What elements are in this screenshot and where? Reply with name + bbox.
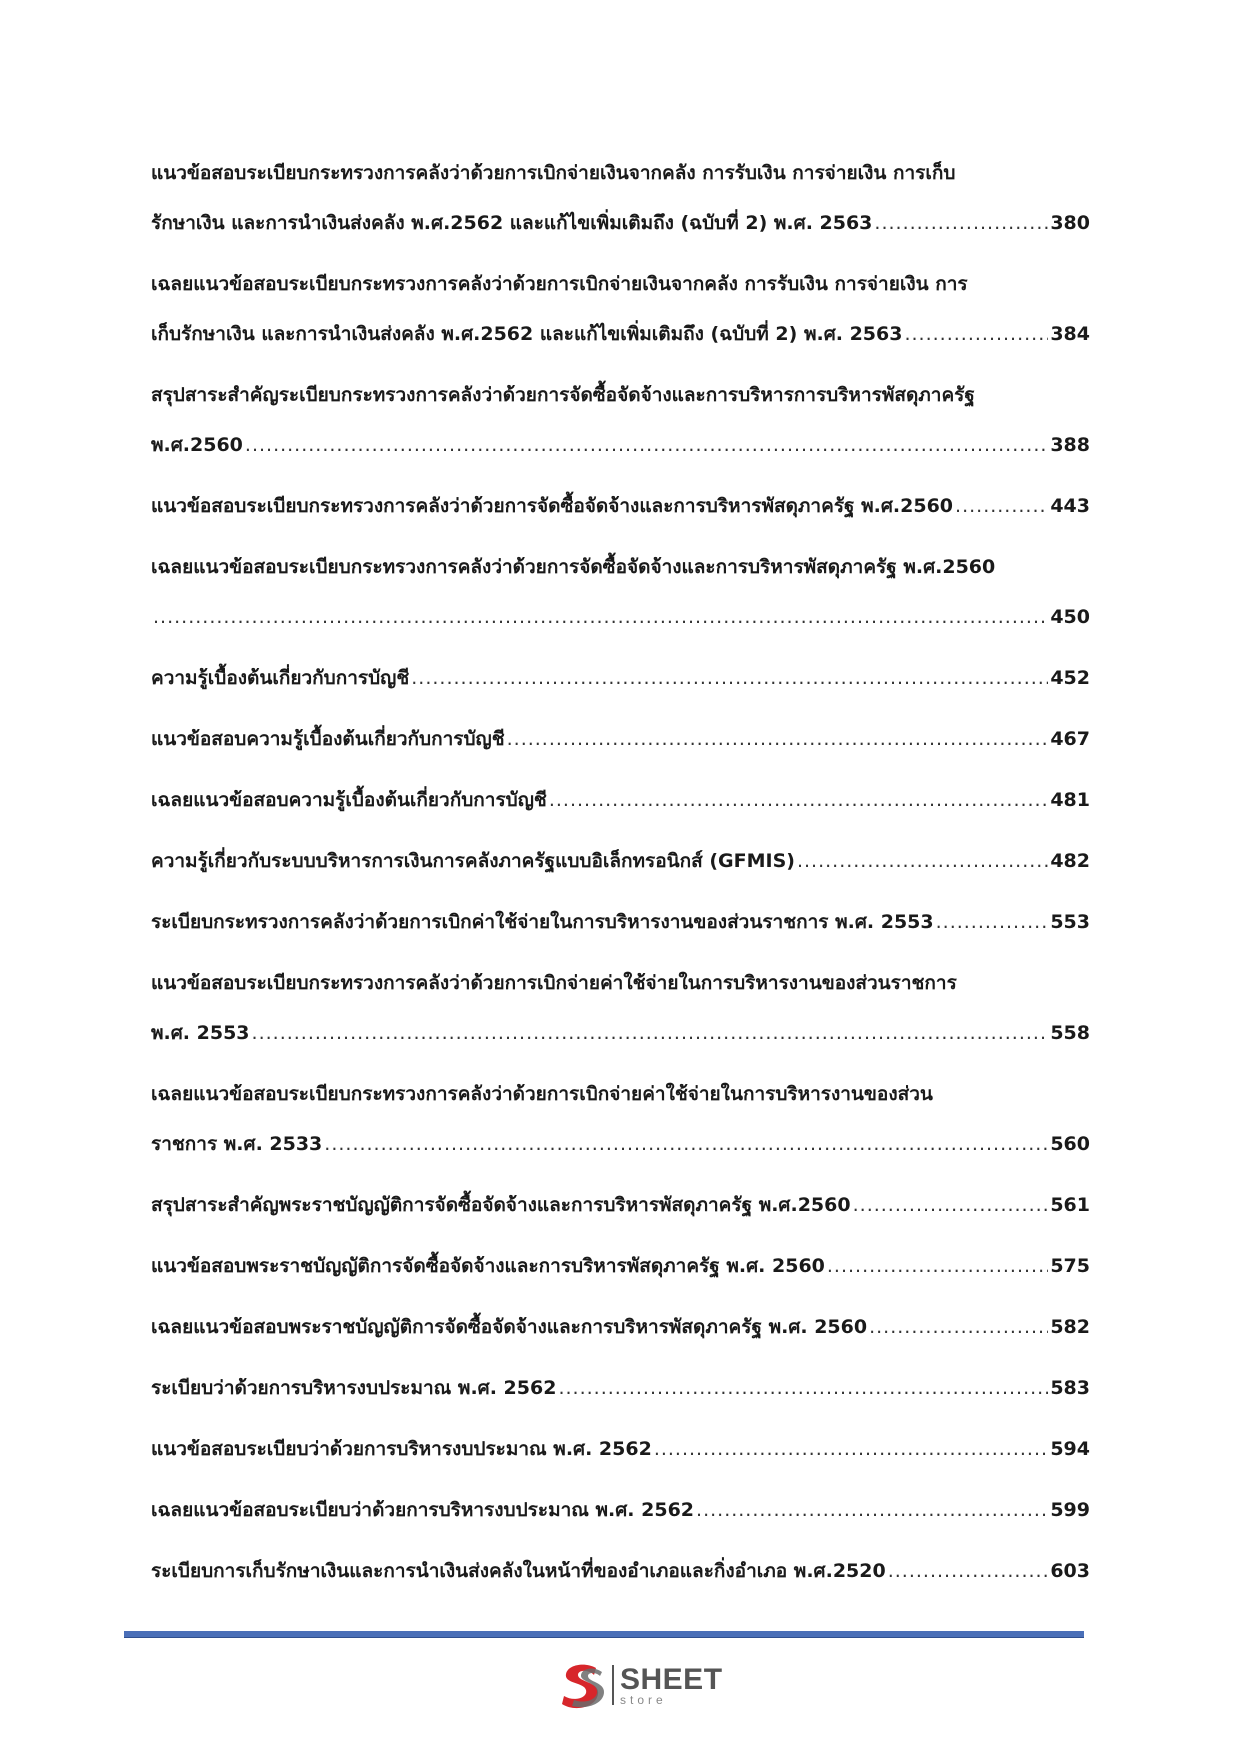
- toc-page-number: 450: [1050, 606, 1090, 628]
- toc-entry-title-cont: รักษาเงิน และการนำเงินส่งคลัง พ.ศ.2562 และแก้ไขเพิ่มเติมถึง (ฉบับที่ 2) พ.ศ. 2563: [151, 212, 873, 234]
- toc-page-number: 594: [1050, 1438, 1090, 1460]
- toc-entry-title-cont: ราชการ พ.ศ. 2533: [151, 1133, 323, 1155]
- toc-page-number: 467: [1050, 728, 1090, 750]
- toc-page-number: 582: [1050, 1316, 1090, 1338]
- dot-leader: [869, 1302, 1048, 1352]
- toc-entry[interactable]: [151, 1069, 1090, 1169]
- toc-page-number: 583: [1050, 1377, 1090, 1399]
- footer-divider: [124, 1631, 1084, 1637]
- dot-leader: [696, 1485, 1048, 1535]
- toc-entry-title: แนวข้อสอบระเบียบกระทรวงการคลังว่าด้วยการเบิกจ่ายค่าใช้จ่ายในการบริหารงานของส่วนราชการ: [151, 972, 957, 994]
- toc-entry-title: สรุปสาระสำคัญพระราชบัญญัติการจัดซื้อจัดจ้างและการบริหารพัสดุภาครัฐ พ.ศ.2560: [151, 1194, 851, 1216]
- dot-leader: [827, 1241, 1048, 1291]
- toc-entry-title-cont: พ.ศ. 2553: [151, 1022, 250, 1044]
- table-of-contents: [151, 148, 1090, 1607]
- toc-entry[interactable]: [151, 481, 1090, 531]
- toc-entry-title: เฉลยแนวข้อสอบระเบียบว่าด้วยการบริหารงบประมาณ พ.ศ. 2562: [151, 1499, 695, 1521]
- toc-entry[interactable]: [151, 836, 1090, 886]
- dot-leader: [904, 309, 1048, 359]
- toc-entry-title: แนวข้อสอบระเบียบกระทรวงการคลังว่าด้วยการจัดซื้อจัดจ้างและการบริหารพัสดุภาครัฐ พ.ศ.2560: [151, 495, 954, 517]
- toc-entry-title: เฉลยแนวข้อสอบความรู้เบื้องต้นเกี่ยวกับการบัญชี: [151, 789, 547, 811]
- toc-entry-title: ความรู้เบื้องต้นเกี่ยวกับการบัญชี: [151, 667, 410, 689]
- toc-entry[interactable]: [151, 1363, 1090, 1413]
- toc-entry-title: ความรู้เกี่ยวกับระบบบริหารการเงินการคลังภาครัฐแบบอิเล็กทรอนิกส์ (GFMIS): [151, 850, 795, 872]
- toc-page-number: 380: [1050, 212, 1090, 234]
- dot-leader: [955, 481, 1048, 531]
- toc-entry-title-cont: พ.ศ.2560: [151, 434, 243, 456]
- dot-leader: [252, 1008, 1049, 1058]
- sheetstore-logo: [556, 1660, 723, 1710]
- logo-text: [620, 1662, 723, 1707]
- toc-entry-title: ระเบียบการเก็บรักษาเงินและการนำเงินส่งคลังในหน้าที่ของอำเภอและกิ่งอำเภอ พ.ศ.2520: [151, 1560, 886, 1582]
- logo-subtitle: store: [620, 1692, 667, 1707]
- toc-entry[interactable]: [151, 775, 1090, 825]
- toc-entry[interactable]: [151, 148, 1090, 248]
- toc-page-number: 482: [1050, 850, 1090, 872]
- toc-entry[interactable]: [151, 259, 1090, 359]
- toc-page-number: 553: [1050, 911, 1090, 933]
- dot-leader: [797, 836, 1048, 886]
- toc-entry-title: เฉลยแนวข้อสอบพระราชบัญญัติการจัดซื้อจัดจ้างและการบริหารพัสดุภาครัฐ พ.ศ. 2560: [151, 1316, 868, 1338]
- toc-entry[interactable]: [151, 1485, 1090, 1535]
- toc-entry-title: แนวข้อสอบพระราชบัญญัติการจัดซื้อจัดจ้างและการบริหารพัสดุภาครัฐ พ.ศ. 2560: [151, 1255, 825, 1277]
- toc-entry[interactable]: [151, 1180, 1090, 1230]
- toc-entry-title: แนวข้อสอบระเบียบว่าด้วยการบริหารงบประมาณ พ.ศ. 2562: [151, 1438, 652, 1460]
- sheetstore-s-icon: [556, 1660, 608, 1710]
- dot-leader: [245, 420, 1048, 470]
- toc-entry[interactable]: [151, 370, 1090, 470]
- toc-page-number: 560: [1050, 1133, 1090, 1155]
- logo-wordmark: SHEET: [620, 1662, 723, 1696]
- toc-entry[interactable]: [151, 714, 1090, 764]
- toc-entry-title-cont: เก็บรักษาเงิน และการนำเงินส่งคลัง พ.ศ.2562 และแก้ไขเพิ่มเติมถึง (ฉบับที่ 2) พ.ศ. 2563: [151, 323, 903, 345]
- dot-leader: [411, 653, 1048, 703]
- dot-leader: [874, 198, 1048, 248]
- toc-page-number: 443: [1050, 495, 1090, 517]
- dot-leader: [853, 1180, 1049, 1230]
- toc-entry[interactable]: [151, 542, 1090, 642]
- dot-leader: [654, 1424, 1049, 1474]
- toc-page-number: 561: [1050, 1194, 1090, 1216]
- toc-page-number: 599: [1050, 1499, 1090, 1521]
- toc-page-number: 384: [1050, 323, 1090, 345]
- toc-entry-title: เฉลยแนวข้อสอบระเบียบกระทรวงการคลังว่าด้วยการจัดซื้อจัดจ้างและการบริหารพัสดุภาครัฐ พ.ศ.2560: [151, 556, 996, 578]
- toc-entry[interactable]: [151, 653, 1090, 703]
- toc-entry[interactable]: [151, 897, 1090, 947]
- dot-leader: [549, 775, 1049, 825]
- toc-entry[interactable]: [151, 1241, 1090, 1291]
- dot-leader: [888, 1546, 1049, 1596]
- toc-page-number: 452: [1050, 667, 1090, 689]
- toc-entry-title: แนวข้อสอบระเบียบกระทรวงการคลังว่าด้วยการเบิกจ่ายเงินจากคลัง การรับเงิน การจ่ายเงิน การเก็บ: [151, 162, 956, 184]
- toc-entry-title: แนวข้อสอบความรู้เบื้องต้นเกี่ยวกับการบัญชี: [151, 728, 505, 750]
- toc-entry-title: ระเบียบกระทรวงการคลังว่าด้วยการเบิกค่าใช้จ่ายในการบริหารงานของส่วนราชการ พ.ศ. 2553: [151, 911, 934, 933]
- toc-entry[interactable]: [151, 1424, 1090, 1474]
- toc-entry[interactable]: [151, 1546, 1090, 1596]
- toc-page-number: 603: [1050, 1560, 1090, 1582]
- toc-page-number: 481: [1050, 789, 1090, 811]
- toc-entry[interactable]: [151, 958, 1090, 1058]
- toc-entry-title: ระเบียบว่าด้วยการบริหารงบประมาณ พ.ศ. 2562: [151, 1377, 557, 1399]
- toc-entry[interactable]: [151, 1302, 1090, 1352]
- toc-page-number: 558: [1050, 1022, 1090, 1044]
- dot-leader: [324, 1119, 1048, 1169]
- toc-page-number: 388: [1050, 434, 1090, 456]
- toc-entry-title: เฉลยแนวข้อสอบระเบียบกระทรวงการคลังว่าด้วยการเบิกจ่ายค่าใช้จ่ายในการบริหารงานของส่วน: [151, 1083, 933, 1105]
- logo-separator: [612, 1665, 614, 1705]
- dot-leader: [507, 714, 1049, 764]
- toc-entry-title: สรุปสาระสำคัญระเบียบกระทรวงการคลังว่าด้วยการจัดซื้อจัดจ้างและการบริหารการบริหารพัสดุภาครัฐ: [151, 384, 975, 406]
- toc-entry-title: เฉลยแนวข้อสอบระเบียบกระทรวงการคลังว่าด้วยการเบิกจ่ายเงินจากคลัง การรับเงิน การจ่ายเงิน การ: [151, 273, 968, 295]
- toc-page-number: 575: [1050, 1255, 1090, 1277]
- dot-leader: [936, 897, 1049, 947]
- dot-leader: [153, 592, 1048, 642]
- dot-leader: [558, 1363, 1048, 1413]
